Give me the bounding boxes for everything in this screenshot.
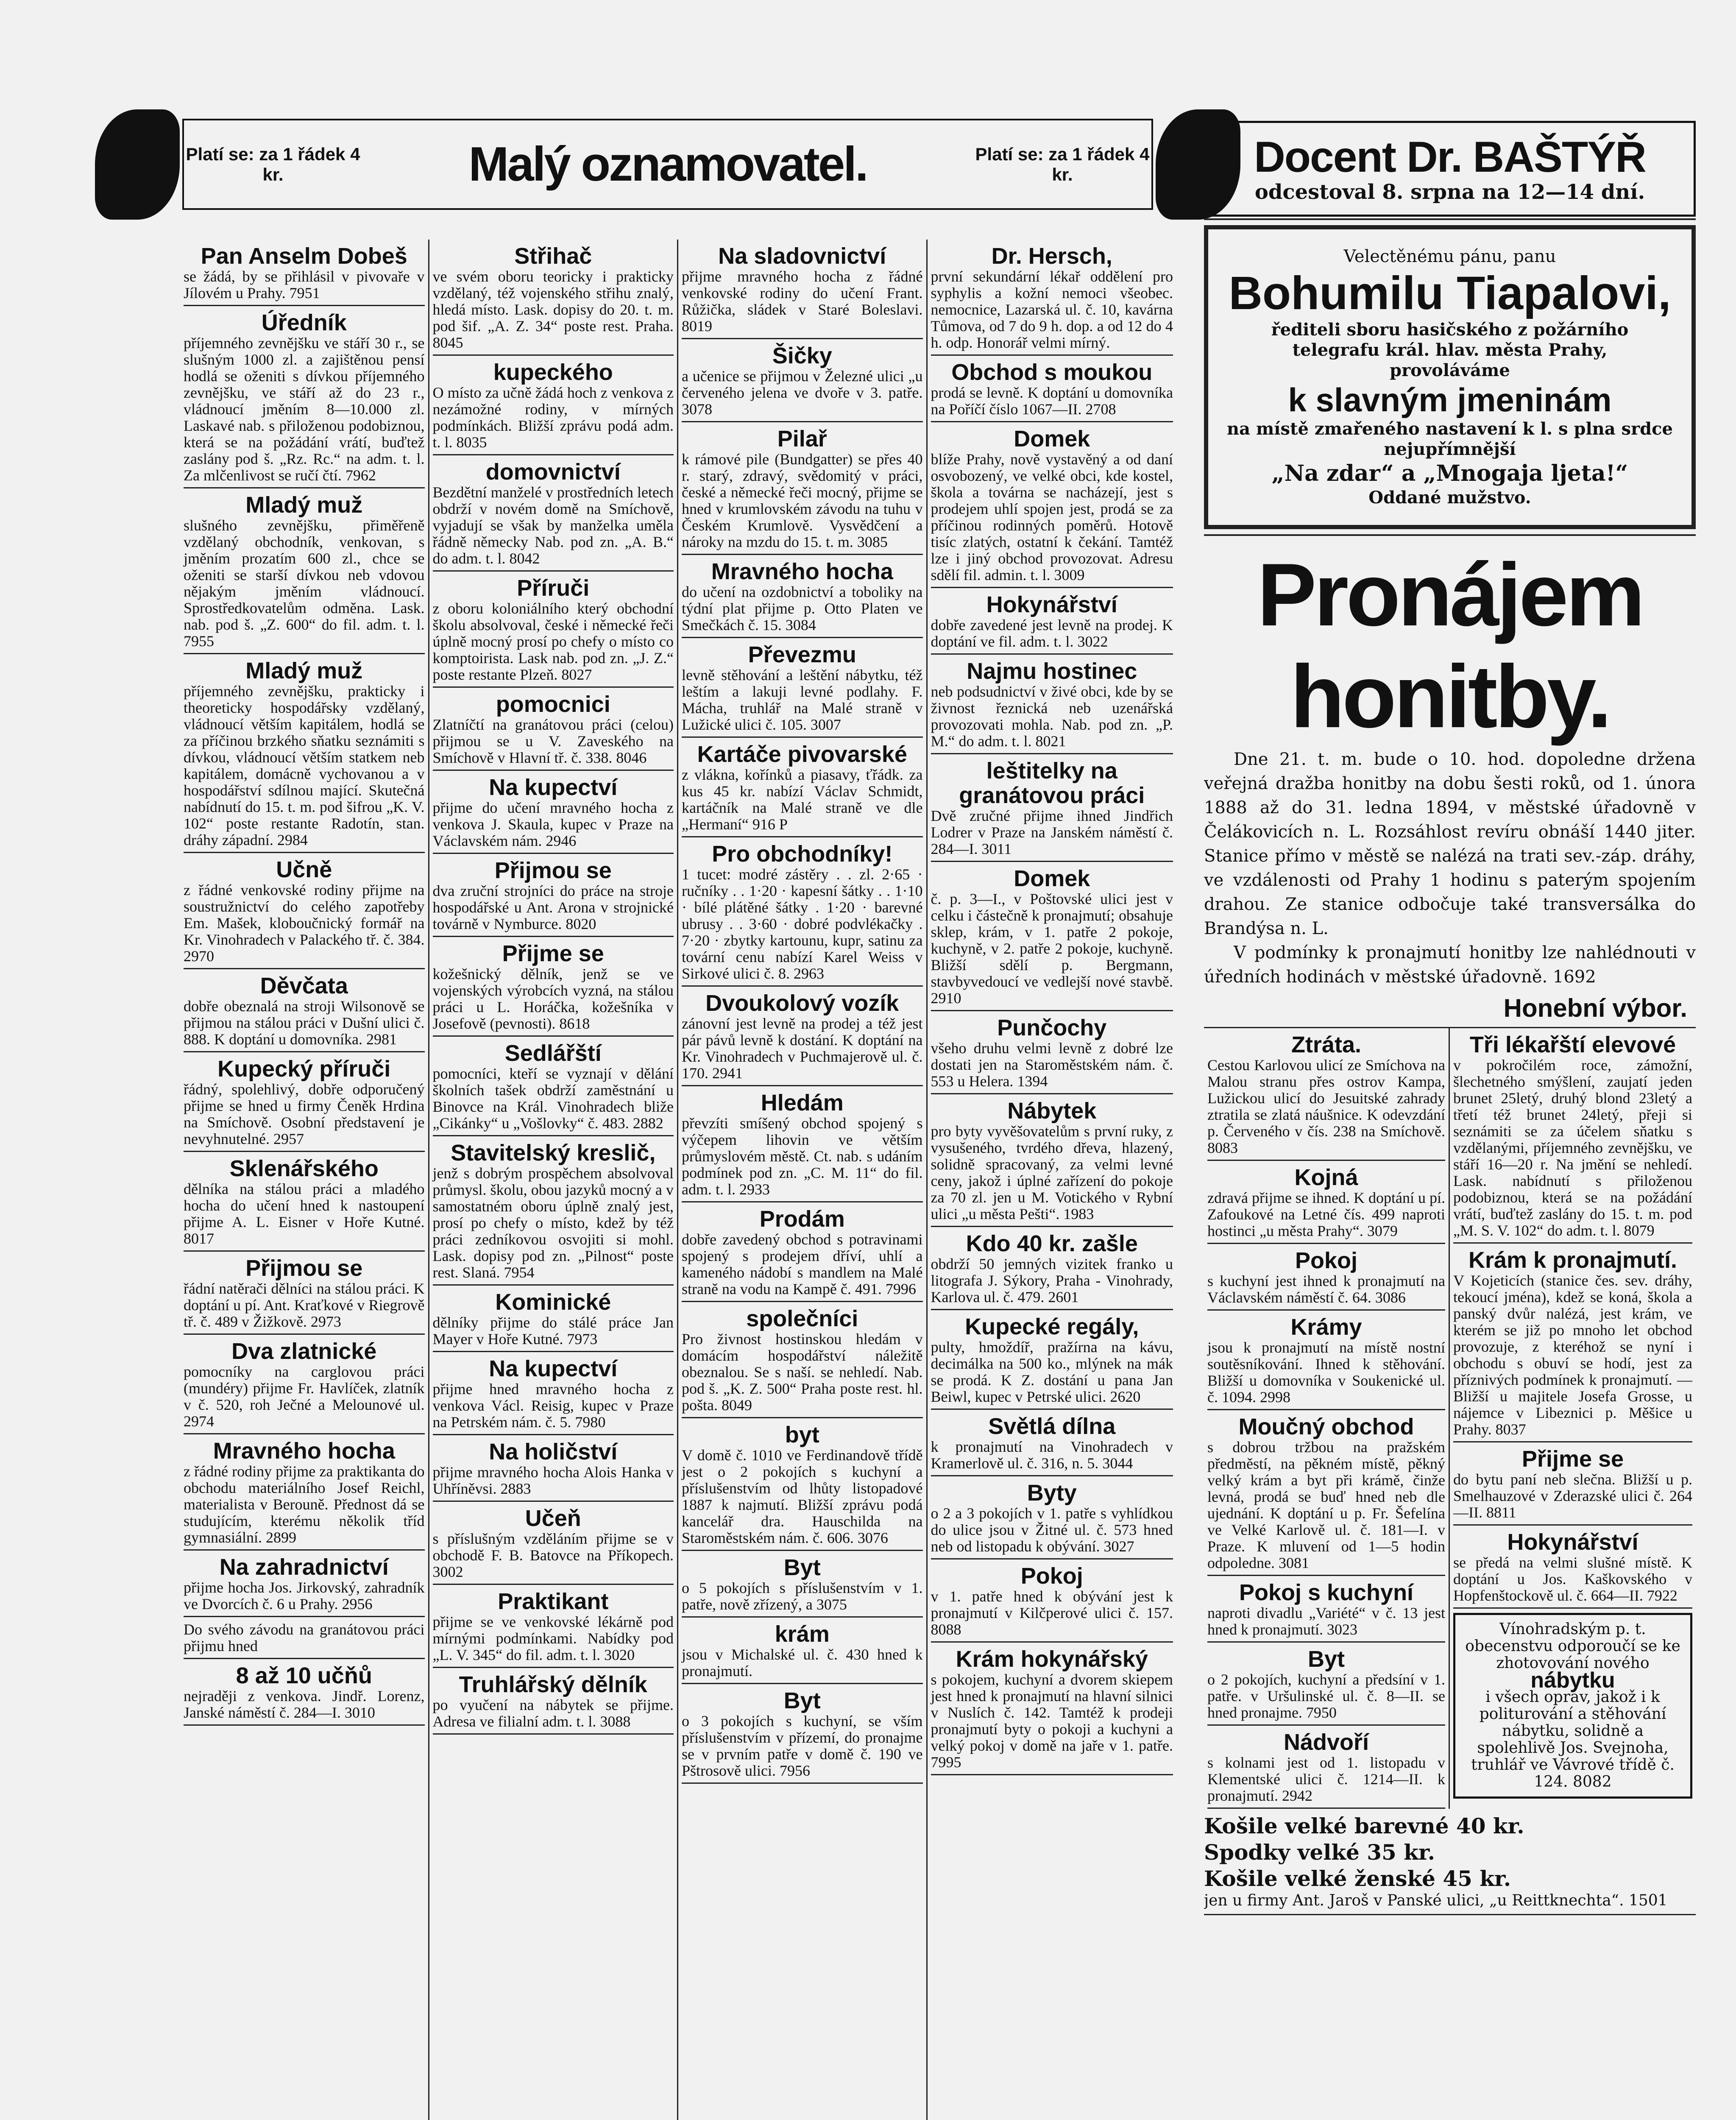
ad-text: o 3 pokojích s kuchyní, se vším příslušenstvím v přízemí, do pronajme se v prvním patře v domě č. 190 ve Pštrosově ulici. 7956 bbox=[682, 1713, 923, 1779]
ad-heading: Na zahradnictví bbox=[219, 1554, 389, 1580]
classified-ad bbox=[931, 1011, 1173, 1094]
ad-heading: Přijme se bbox=[1521, 1446, 1624, 1472]
congrats-line-5: na místě zmařeného nastavení k l. s plna srdce nejupřímnější bbox=[1227, 419, 1673, 459]
classified-ad bbox=[184, 1617, 425, 1659]
classified-ad bbox=[184, 969, 425, 1052]
classified-ad bbox=[1453, 1526, 1692, 1609]
ad-heading: Kupecký příruči bbox=[217, 1056, 391, 1082]
ad-heading: Na sladovnictví bbox=[718, 243, 886, 269]
ad-text: Do svého závodu na granátovou práci přijmu hned bbox=[184, 1621, 425, 1654]
classified-ad bbox=[931, 1310, 1173, 1410]
ad-heading: Světlá dílna bbox=[988, 1414, 1116, 1439]
ad-heading: 8 až 10 učňů bbox=[236, 1663, 372, 1688]
classified-ad bbox=[433, 455, 674, 572]
ad-text: příjemného zevnějšku ve stáří 30 r., se slušným 1000 zl. a zajištěnou pensí hodlá se oženiti s dívkou příjemného zevnějšku, ve stáří až do 23 r., vládnoucí jměním 8—10.000 zl. Laskavé nab. s přiloženou podobiznou, která se na požádání vrátí, buďtež zaslány pod š. „Rz. Rc.“ na adm. t. l. Za mlčenlivost se ručí čtí. 7962 bbox=[184, 335, 425, 484]
classified-ad bbox=[931, 1410, 1173, 1476]
classified-ad bbox=[433, 1352, 674, 1435]
classified-ad bbox=[184, 1252, 425, 1335]
ad-heading: byt bbox=[785, 1422, 819, 1448]
ad-text: ve svém oboru teoricky i prakticky vzdělaný, též vojenského střihu znalý, hledá místo. Lask. dopisy do 20. t. m. pod šif. „A. Z. 34“ poste rest. Praha. 8045 bbox=[432, 268, 674, 351]
ad-heading: Stavitelský kreslič, bbox=[451, 1140, 656, 1166]
ad-heading: Děvčata bbox=[260, 973, 348, 999]
ad-text: přijme mravného hocha z řádné venkovské rodiny do učení Frant. Růžička, sládek v Staré Boleslavi. 8019 bbox=[682, 268, 923, 335]
ad-text: všeho druhu velmi levně z dobré lze dostati jen na Staroměstském nám. č. 553 u Helera. 1394 bbox=[931, 1040, 1173, 1090]
classified-ad bbox=[184, 1659, 425, 1726]
ad-heading: Na kupectví bbox=[489, 775, 618, 800]
ad-text: jsou v Michalské ul. č. 430 hned k pronajmutí. bbox=[682, 1646, 923, 1679]
congrats-line-3: provoláváme bbox=[1390, 360, 1510, 380]
ad-heading: Domek bbox=[1014, 426, 1090, 452]
classified-ad bbox=[682, 1086, 923, 1202]
classified-ad bbox=[184, 1335, 425, 1434]
furniture-ad-box bbox=[1453, 1613, 1692, 1799]
classified-ad bbox=[1207, 1244, 1445, 1311]
ad-heading: Přijme se bbox=[502, 941, 604, 966]
right-ads-col-1 bbox=[1204, 1028, 1450, 1809]
ad-text: s dobrou tržbou na pražském předměstí, na pěkném místě, pěkný velký krám a byt při krámě, činže levná, prodá se buď hned neb dle ujednání. K doptání u p. Fr. Šefelína ve Velké Karlově ul. č. 181—I. v Praze. K mluvení od 1—5 hodin odpoledne. 3081 bbox=[1207, 1439, 1445, 1571]
ad-heading: Hokynářství bbox=[1507, 1529, 1638, 1555]
classified-ad bbox=[682, 339, 923, 422]
ad-text: V Kojeticích (stanice čes. sev. dráhy, tekoucí jména), kdež se koná, škola a panský dvůr nalézá, jest krám, ve kterém se již po mnoho let obchod provozuje, z kteréhož se nyní i obchodu s obuví se hodí, jest za příznivých podmínek k pronajmutí. — Bližší u majitele Josefa Grosse, u nájemce v Libeznici p. Měšice u Prahy. 8037 bbox=[1453, 1272, 1692, 1438]
congrats-line-2: řediteli sboru hasičského z požárního telegrafu král. hlav. města Prahy, bbox=[1271, 320, 1629, 360]
ad-text: levně stěhování a leštění nábytku, též leštím a lakuji levné podlahy. F. Mácha, truhlář na Malé straně v Lužické ulici č. 105. 3007 bbox=[682, 667, 923, 733]
ad-text: se žádá, by se přihlásil v pivovaře v Jílovém u Prahy. 7951 bbox=[184, 268, 425, 301]
classified-ad bbox=[184, 488, 425, 654]
classified-ad bbox=[184, 1551, 425, 1617]
ad-text: č. p. 3—I., v Poštovské ulici jest v celku i částečně k pronajmutí; obsahuje sklep, krám, v 1. patře 2 pokoje, kuchyně, v 2. patře 2 pokoje, kuchyně. Bližší sdělí p. Bergmann, stavbyvedoucí ve vedlejší nové stavbě. 2910 bbox=[931, 890, 1173, 1007]
ad-text: s kuchyní jest ihned k pronajmutí na Václavském náměstí č. 64. 3086 bbox=[1207, 1272, 1445, 1306]
ad-heading: Tři lékařští elevové bbox=[1469, 1032, 1676, 1057]
classified-ad bbox=[184, 1152, 425, 1252]
ad-heading: Dva zlatnické bbox=[231, 1339, 377, 1364]
ad-heading: pomocnici bbox=[496, 692, 610, 717]
right-price-note: Platí se: za 1 řádek 4 kr. bbox=[975, 144, 1150, 184]
furniture-ad-text-2: i všech oprav, jakož i k politurování a stěhování nábytku, solidně a spolehlivě Jos. Svejnoha, truhlář ve Vávrové třídě č. 124. 8082 bbox=[1471, 1688, 1675, 1791]
ad-text: z vlákna, kořínků a piasavy, ťřádk. za kus 45 kr. nabízí Václav Schmidt, kartáčník na Malé straně ve dle „Hermaní“ 916 P bbox=[682, 766, 923, 833]
classified-ad bbox=[1207, 1311, 1445, 1410]
ad-text: pulty, hmoždíř, pražírna na kávu, decimálka na 500 ko., mlýnek na mák se prodá. K Z. dostání u pana Jan Beiwl, kupec v Petrské ulici. 2620 bbox=[931, 1339, 1173, 1405]
classified-ad bbox=[682, 738, 923, 837]
hunt-signature: Honební výbor. bbox=[1503, 994, 1687, 1022]
ad-text: dobře obeznalá na stroji Wilsonově se přijmou na stálou práci v Dušní ulici č. 888. K doptání u domovníka. 2981 bbox=[184, 998, 425, 1048]
ad-heading: Ztráta. bbox=[1291, 1032, 1362, 1057]
ad-text: příjemného zevnějšku, prakticky i theoreticky hospodářsky vzdělaný, vládnoucí větším kapitálem, hodlá se za příčinou brzkého sňatku seznámiti s dívkou, vládnoucí větším statkem neb kapitálem, domácně vychovanou a v hospodářství sdílnou mající. Skutečná nabídnutí do 15. t. m. pod šifrou „K. V. 102“ poste restante Radotín, stan. dráhy západní. 2984 bbox=[184, 683, 425, 848]
ad-heading: Pro obchodníky! bbox=[712, 841, 893, 867]
ad-text: dobře zavedené jest levně na prodej. K doptání ve fil. adm. t. l. 3022 bbox=[931, 616, 1173, 650]
ad-heading: Na kupectví bbox=[489, 1356, 618, 1381]
ad-text: přijme mravného hocha Alois Hanka v Uhříněvsi. 2883 bbox=[432, 1464, 674, 1497]
ad-heading: Krámy bbox=[1290, 1314, 1362, 1340]
classified-ad bbox=[1207, 1028, 1445, 1161]
classified-ad bbox=[1207, 1643, 1445, 1726]
shirts-ad bbox=[1204, 1809, 1696, 1915]
ad-text: O místo za učně žádá hoch z venkova z nezámožné rodiny, v mírných podmínkách. Bližší zprávu podá adm. t. l. 8035 bbox=[432, 384, 674, 451]
ad-heading: Kupecké regály, bbox=[965, 1314, 1139, 1339]
ad-heading: Moučný obchod bbox=[1238, 1414, 1414, 1439]
classified-ad bbox=[931, 1227, 1173, 1310]
ad-heading: Na holičství bbox=[489, 1439, 618, 1464]
ad-text: zdravá přijme se ihned. K doptání u pí. Zafoukové na Letné čís. 499 naproti hostinci „u města Prahy“. 3079 bbox=[1207, 1189, 1445, 1239]
ad-heading: Přijmou se bbox=[245, 1255, 363, 1281]
masthead-banner bbox=[182, 119, 1153, 210]
ad-text: dva zruční strojníci do práce na stroje hospodářské u Ant. Arona v strojnické továrně v Nymburce. 8020 bbox=[432, 882, 674, 932]
docent-notice bbox=[1204, 121, 1696, 217]
classified-ad bbox=[433, 1286, 674, 1352]
classified-ad bbox=[931, 1559, 1173, 1643]
ad-text: zánovní jest levně na prodej a též jest pár pávů levně k dostání. K doptání na Kr. Vinohradech v Puchmajerově ul. č. 170. 2941 bbox=[682, 1015, 923, 1082]
ad-heading: Mladý muž bbox=[245, 492, 363, 518]
classified-ad bbox=[433, 572, 674, 688]
classified-ad bbox=[682, 1551, 923, 1618]
congrats-line-4: k slavným jmeninám bbox=[1288, 381, 1612, 418]
ad-text: přijme hocha Jos. Jirkovský, zahradník ve Dvorcích č. 6 u Prahy. 2956 bbox=[184, 1579, 425, 1612]
classified-ad bbox=[682, 987, 923, 1086]
classified-ad bbox=[433, 1585, 674, 1668]
classified-ad bbox=[184, 853, 425, 969]
ad-text: 1 tucet: modré zástěry . . zl. 2·65 · ručníky . . 1·20 · kapesní šátky . . 1·10 · bílé plátěné šátky . 1·20 · barevné ubrusy . . 3·60 · dobré podvlékačky . 7·20 · zbytky kartounu, kupr, satinu za tovární cenu nabízí Karel Weiss v Sirkové ulici č. 8. 2963 bbox=[682, 866, 923, 982]
ad-text: Pro živnost hostinskou hledám v domácím hospodářství náležitě obeznalou. Se s naší. se nehledí. Nab. pod š. „K. Z. 500“ Praha poste rest. hl. pošta. 8049 bbox=[682, 1331, 923, 1414]
docent-name: Docent Dr. BAŠTÝŘ bbox=[1254, 133, 1646, 181]
congrats-line-1: Velectěnému pánu, panu bbox=[1343, 247, 1556, 266]
ad-text: se předá na velmi slušné místě. K doptání u Jos. Kaškovského v Hopfenštockově ul. č. 664—II. 7922 bbox=[1453, 1554, 1692, 1604]
ad-text: nejraději z venkova. Jindř. Lorenz, Janské náměstí č. 284—I. 3010 bbox=[184, 1688, 425, 1721]
classified-ad bbox=[433, 771, 674, 854]
ad-heading: Kojná bbox=[1294, 1165, 1358, 1190]
ad-heading: domovnictví bbox=[485, 459, 621, 485]
classified-ad bbox=[682, 240, 923, 339]
ad-heading: Prodám bbox=[759, 1206, 845, 1232]
hunt-paragraph-1: Dne 21. t. m. bude o 10. hod. dopoledne držena veřejná dražba honitby na dobu šesti roků, od 1. února 1888 až do 31. ledna 1894, v městské úřadovně v Čelákovicích n. L. Rozsáhlost revíru obnáší 1440 jiter. Stanice přímo v městě se nalézá na trati sev.-záp. dráhy, ve vzdálenosti od Prahy 1 hodinu s paterým spojením drahou. Ze stanice odbočuje také transversálka do Brandýsa n. L. bbox=[1204, 750, 1696, 938]
ad-heading: Krám k pronajmutí. bbox=[1468, 1247, 1677, 1273]
ad-heading: Hledám bbox=[761, 1090, 844, 1116]
column-3 bbox=[678, 240, 928, 2120]
congrats-line-7: Oddané mužstvo. bbox=[1368, 488, 1531, 508]
classified-ad bbox=[931, 1643, 1173, 1775]
classified-ad bbox=[1207, 1726, 1445, 1809]
classified-ad bbox=[931, 356, 1173, 422]
ad-text: Dvě zručné přijme ihned Jindřich Lodrer v Praze na Janském náměstí č. 284—I. 3011 bbox=[931, 807, 1173, 857]
ad-text: a učenice se přijmou v Železné ulici „u červeného jelena ve dvoře v 3. patře. 3078 bbox=[682, 368, 923, 418]
classified-ad bbox=[1453, 1028, 1692, 1244]
classified-ad bbox=[433, 854, 674, 937]
column-1 bbox=[180, 240, 429, 2120]
ad-text: z řádné venkovské rodiny přijme na soustružnictví do celého zapotřeby Em. Mašek, kloboučnický formář na Kr. Vinohradech v Palackého tř. č. 384. 2970 bbox=[184, 881, 425, 965]
classified-ad bbox=[682, 638, 923, 738]
ad-text: slušného zevnějšku, přiměřeně vzdělaný obchodník, venkovan, s jměním prozatím 600 zl., chce se oženiti se starší dívkou neb vdovou nějakým jměním vládnoucí. Sprostředkovatelům odměna. Lask. nab. pod š. „Z. 600“ do fil. adm. t. l. 7955 bbox=[184, 517, 425, 650]
shirts-text: jen u firmy Ant. Jaroš v Panské ulici, „u Reittknechta“. 1501 bbox=[1204, 1892, 1668, 1909]
ad-text: pomocníci, kteří se vyznají v dělání školních tašek obdrží zaměstnání u Binovce na Král. Vinohradech bliže „Cikánky“ u „Vošlovky“ č. 483. 2882 bbox=[432, 1065, 674, 1132]
ad-text: o 5 pokojích s příslušenstvím v 1. patře, nově zřízený, a 3075 bbox=[682, 1579, 923, 1613]
classified-ad bbox=[682, 1684, 923, 1784]
congrats-name: Bohumilu Tiapalovi, bbox=[1229, 267, 1671, 319]
docent-note: odcestoval 8. srpna na 12—14 dní. bbox=[1254, 180, 1645, 204]
ad-heading: Byt bbox=[783, 1688, 821, 1713]
shirts-row-3: Košile velké ženské 45 kr. bbox=[1204, 1866, 1511, 1891]
ad-text: Cestou Karlovou ulicí ze Smíchova na Malou stranu přes ostrov Kampa, Lužickou ulicí do Jesuitské zahrady ztratila se zlatá náušnice. K odevzdání p. Červeného v čís. 238 na Smíchově. 8083 bbox=[1207, 1057, 1445, 1156]
ad-heading: Sklenářského bbox=[229, 1156, 379, 1181]
ad-heading: Byt bbox=[1307, 1646, 1345, 1672]
ad-heading: Kartáče pivovarské bbox=[697, 742, 907, 767]
ad-text: prodá se levně. K doptání u domovníka na Poříčí číslo 1067—II. 2708 bbox=[931, 384, 1173, 418]
congratulation-notice bbox=[1204, 225, 1696, 529]
right-column bbox=[1204, 121, 1696, 2120]
ad-text: po vyučení na nábytek se přijme. Adresa ve filialní adm. t. l. 3088 bbox=[432, 1696, 674, 1730]
ad-text: dělníky přijme do stálé práce Jan Mayer v Hoře Kutné. 7973 bbox=[432, 1314, 674, 1347]
section-title: Malý oznamovatel. bbox=[468, 137, 867, 191]
ad-heading: Obchod s moukou bbox=[951, 360, 1153, 385]
ad-text: neb podsudnictví v živé obci, kde by se živnost řeznická neb uzenářská provozovati mohla. Nab. pod zn. „P. M.“ do adm. t. l. 8021 bbox=[931, 683, 1173, 750]
ad-text: z řádné rodiny přijme za praktikanta do obchodu materiálního Josef Reichl, materialista v Berouně. Přednost dá se studujícím, kterému několik tříd gymnasiální. 2899 bbox=[184, 1463, 425, 1546]
furniture-ad-text-1: Vínohradským p. t. obecenstvu odporoučí se ke zhotovování nového bbox=[1465, 1621, 1680, 1672]
classified-ad bbox=[682, 1418, 923, 1551]
left-price-note: Platí se: za 1 řádek 4 kr. bbox=[186, 144, 360, 184]
ad-heading: Střihač bbox=[514, 243, 592, 269]
ad-text: do bytu paní neb slečna. Bližší u p. Smelhauzové v Zderazské ulici č. 264—II. 8811 bbox=[1453, 1471, 1692, 1521]
ad-text: s příslušným vzděláním přijme se v obchodě F. B. Batovce na Příkopech. 3002 bbox=[432, 1530, 674, 1580]
classified-ad bbox=[931, 655, 1173, 754]
classified-ad bbox=[184, 654, 425, 853]
ad-heading: Kdo 40 kr. zašle bbox=[966, 1231, 1138, 1256]
shirts-row-2: Spodky velké 35 kr. bbox=[1204, 1840, 1435, 1865]
ad-heading: Učeň bbox=[525, 1506, 581, 1531]
ad-text: z oboru koloniálního který obchodní školu absolvoval, české i německé řeči úplně mocný prosí po chefy o místo co komptoirista. Lask nab. pod zn. „J. Z.“ poste restante Plzeň. 8027 bbox=[432, 600, 674, 683]
ad-text: dělníka na stálou práci a mladého hocha do učení hned k nastoupení přijme A. L. Eisner v Hoře Kutné. 8017 bbox=[184, 1180, 425, 1247]
ad-text: k pronajmutí na Vinohradech v Kramerlově ul. č. 316, n. 5. 3044 bbox=[931, 1438, 1173, 1472]
classified-ad bbox=[931, 1094, 1173, 1227]
ad-text: přijme hned mravného hocha z venkova Václ. Reisig, kupec v Praze na Petrském nám. č. 5. 7980 bbox=[432, 1381, 674, 1431]
ad-text: dobře zavedený obchod s potravinami spojený s prodejem dříví, uhlí a kameného nádobí s mandlem na Malé straně na vodu na Kampě č. 491. 7996 bbox=[682, 1231, 923, 1297]
ad-text: řádný, spolehlivý, dobře odporučený přijme se hned u firmy Čeněk Hrdina na Smíchově. Osobní představení je nevyhnutelné. 2957 bbox=[184, 1081, 425, 1147]
classified-ad bbox=[184, 1434, 425, 1551]
shirts-row-1: Košile velké barevné 40 kr. bbox=[1204, 1813, 1524, 1838]
ad-text: první sekundární lékař oddělení pro syphylis a kožní nemoci všeobec. nemocnice, Lazarská ul. č. 10, kavárna Tůmova, od 7 do 9 h. dop. a od 12 do 4 h. odp. Honorář velmi mírný. bbox=[931, 268, 1173, 351]
ad-heading: společníci bbox=[746, 1306, 858, 1331]
classified-ad bbox=[433, 356, 674, 455]
classified-ad bbox=[1453, 1442, 1692, 1526]
ad-heading: Šičky bbox=[772, 343, 832, 368]
ad-text: pomocníky na carglovou práci (mundéry) přijme Fr. Havlíček, zlatník v č. 520, roh Ječné a Melounové ul. 2974 bbox=[184, 1363, 425, 1430]
ad-text: pro byty vyvěšovatelům s první ruky, z vysušeného, tvrdého dřeva, hlazený, solidně spracovaný, za velmi levné ceny, jakož i úplné zařízení do pokoje za 70 zl. jen u M. Votického v Rybní ulici „u města Pešti“. 1983 bbox=[931, 1123, 1173, 1222]
ad-text: s kolnami jest od 1. listopadu v Klementské ulici č. 1214—II. k pronajmutí. 2942 bbox=[1207, 1754, 1445, 1804]
congrats-line-6: „Na zdar“ a „Mnogaja ljeta!“ bbox=[1271, 460, 1628, 486]
ad-heading: Dr. Hersch, bbox=[991, 243, 1112, 269]
ad-heading: Krám hokynářský bbox=[956, 1646, 1148, 1672]
classified-ad bbox=[433, 1502, 674, 1585]
ad-heading: Pan Anselm Dobeš bbox=[201, 243, 407, 269]
classified-ad bbox=[184, 1052, 425, 1152]
ad-heading: Punčochy bbox=[997, 1015, 1107, 1040]
ad-heading: Nádvoří bbox=[1283, 1729, 1369, 1755]
classified-ad bbox=[682, 555, 923, 638]
ad-heading: Sedlářští bbox=[504, 1040, 602, 1066]
ad-heading: Byty bbox=[1027, 1480, 1077, 1506]
right-ads-col-2 bbox=[1450, 1028, 1696, 1809]
column-2 bbox=[429, 240, 679, 2120]
classified-ad bbox=[433, 1435, 674, 1502]
classified-ad bbox=[1207, 1161, 1445, 1244]
ad-text: do učení na ozdobnictví a toboliky na týdní plat přijme p. Otto Platen ve Smečkách č. 15. 3084 bbox=[682, 583, 923, 633]
ad-text: přijme do učení mravného hocha z venkova J. Skaula, kupec v Praze na Václavském nám. 2946 bbox=[432, 799, 674, 849]
classified-ad bbox=[433, 1136, 674, 1286]
classified-ad bbox=[682, 837, 923, 987]
ad-heading: Mravného hocha bbox=[213, 1438, 395, 1464]
classified-ad bbox=[1453, 1244, 1692, 1442]
ad-heading: Mladý muž bbox=[245, 658, 363, 683]
classified-ad bbox=[682, 422, 923, 555]
ad-text: kožešnický dělník, jenž se ve vojenských výrobcích vyzná, na stálou práci u L. Horáčka, kožešníka v Josefově (pevnosti). 8618 bbox=[432, 965, 674, 1032]
ad-text: naproti divadlu „Variété“ v č. 13 jest hned k pronajmutí. 3023 bbox=[1207, 1604, 1445, 1638]
ad-heading: Kominické bbox=[495, 1289, 611, 1315]
ad-heading: Mravného hocha bbox=[711, 559, 893, 584]
ad-text: o 2 pokojích, kuchyní a předsíní v 1. patře. v Uršulinské ul. č. 8—II. se hned pronajme. 7950 bbox=[1207, 1671, 1445, 1721]
ad-text: k rámové pile (Bundgatter) se přes 40 r. starý, zdravý, svědomitý v práci, české a německé řeči mocný, přijme se hned v krumlovském závodu na tuhu v Českém Krumlově. Vysvědčení a nároky na mzdu do 15. t. m. 3085 bbox=[682, 451, 923, 550]
classified-ad bbox=[184, 240, 425, 306]
classified-ad bbox=[1207, 1576, 1445, 1643]
classified-ad bbox=[931, 240, 1173, 356]
classified-ad bbox=[184, 306, 425, 488]
right-ads-grid bbox=[1204, 1027, 1696, 1809]
ad-heading: Truhlářský dělník bbox=[459, 1672, 647, 1697]
ad-text: v pokročilém roce, zámožní, šlechetného smýšlení, zaujatí jeden brunet 25letý, druhý blond 23letý a třetí též brunet 24letý, přeji si seznámiti se za účelem sňatku s vzdělanými, příjemného zevnějšku, ve stáří 16—20 r. Na jmění se nehledí. Lask. nabídnutí s přiloženou podobiznou, která se na požádání vrátí, buďtež zaslány do 15. t. m. pod „M. S. V. 102“ do adm. t. l. 8079 bbox=[1453, 1057, 1692, 1239]
ad-heading: Najmu hostinec bbox=[967, 658, 1137, 684]
classified-ad bbox=[433, 240, 674, 356]
ad-heading: krám bbox=[775, 1621, 830, 1647]
ad-text: v 1. patře hned k obývání jest k pronajmutí v Kilčperové ulici č. 157. 8088 bbox=[931, 1588, 1173, 1638]
classified-ad bbox=[433, 688, 674, 771]
ad-heading: Hokynářství bbox=[986, 592, 1117, 617]
ad-text: obdrží 50 jemných vizitek franko u litografa J. Sýkory, Praha - Vinohrady, Karlova ul. č. 479. 2601 bbox=[931, 1255, 1173, 1305]
ad-text: jenž s dobrým prospěchem absolvoval průmysl. školu, obou jazyků mocný a v samostatném oboru úplně znalý jest, prosí po chefy o místo, kdež by též práci zedníkovou osvojiti si mohl. Lask. dopisy pod zn. „Pilnost“ poste rest. Slaná. 7954 bbox=[432, 1165, 674, 1281]
ad-heading: Přijmou se bbox=[494, 858, 612, 883]
ad-heading: leštitelky na granátovou práci bbox=[959, 758, 1145, 808]
column-4 bbox=[928, 240, 1177, 2120]
hunt-title: Pronájem honitby. bbox=[1257, 545, 1643, 746]
classified-ad bbox=[433, 1037, 674, 1136]
ad-heading: Úředník bbox=[261, 310, 347, 335]
ad-text: přijme se ve venkovské lékárně pod mírnými podmínkami. Nabídky pod „L. V. 345“ do fil. adm. t. l. 3020 bbox=[432, 1613, 674, 1663]
ad-text: blíže Prahy, nově vystavěný a od daní osvobozený, ve velké obci, kde kostel, škola a továrna se nacházejí, jest s prodejem uhlí spojen jest, prodá se za příčinou rodinných poměrů. Hotově tisíc zlatých, ostatní k čekání. Tamtéž lze i jiný obchod provozovat. Adresu sdělí fil. admin. t. l. 3009 bbox=[931, 451, 1173, 583]
ad-heading: Pilař bbox=[777, 426, 827, 452]
ad-heading: Pokoj bbox=[1020, 1563, 1083, 1589]
classified-ad bbox=[433, 937, 674, 1037]
ad-text: jsou k pronajmutí na místě nostní soutěsníkování. Ihned k stěhování. Bližší u domovníka v Soukenické ul. č. 1094. 2998 bbox=[1207, 1339, 1445, 1406]
ad-text: převzíti smíšený obchod spojený s výčepem lihovin ve větším průmyslovém městě. Ct. nab. s udáním podmínek pod zn. „C. M. 11“ do fil. adm. t. l. 2933 bbox=[682, 1115, 923, 1198]
classified-ad bbox=[433, 1668, 674, 1735]
ad-text: o 2 a 3 pokojích v 1. patře s vyhlídkou do ulice jsou v Žitné ul. č. 573 hned neb od listopadu k obývání. 3027 bbox=[931, 1505, 1173, 1555]
furniture-ad-heading: nábytku bbox=[1530, 1668, 1615, 1693]
ad-heading: Pokoj s kuchyní bbox=[1239, 1580, 1414, 1605]
ad-text: s pokojem, kuchyní a dvorem skiepem jest hned k pronajmutí na hlavní silnici v Nuslích č. 142. Tamtéž k prodeji pronajmutí byty o pokoji a kuchyni a velký pokoj v domě na jaře v 1. patře. 7995 bbox=[931, 1671, 1173, 1771]
classified-ad bbox=[1207, 1410, 1445, 1576]
classified-columns bbox=[180, 240, 1176, 2120]
classified-ad bbox=[931, 1476, 1173, 1559]
ad-heading: Převezmu bbox=[748, 642, 856, 667]
ad-text: Zlatníčtí na granátovou práci (celou) přijmou se u V. Zaveského na Smíchově v Hlavní tř. č. 338. 8046 bbox=[432, 716, 674, 766]
ad-heading: Praktikant bbox=[498, 1589, 609, 1614]
ad-heading: Učně bbox=[276, 857, 332, 882]
hunt-paragraph-2: V podmínky k pronajmutí honitby lze nahlédnouti v úředních hodinách v městské úřadovně. 1692 bbox=[1204, 943, 1696, 987]
classified-ad bbox=[931, 588, 1173, 655]
classified-ad bbox=[682, 1618, 923, 1684]
classified-ad bbox=[682, 1302, 923, 1418]
ad-text: V domě č. 1010 ve Ferdinandově třídě jest o 2 pokojích s kuchyní a příslušenstvím od lhůty listopadové 1887 k najmutí. Bližší zprávu podá kancelář dra. Hauschilda na Staroměstském nám. č. 606. 3076 bbox=[682, 1447, 923, 1546]
ad-text: řádní natěrači dělníci na stálou práci. K doptání u pí. Ant. Kraťkové v Riegrově tř. č. 489 v Žižkově. 2973 bbox=[184, 1280, 425, 1330]
ad-heading: Příruči bbox=[517, 575, 590, 601]
ad-heading: Domek bbox=[1014, 866, 1090, 891]
ad-heading: Dvoukolový vozík bbox=[705, 990, 899, 1016]
classified-ad bbox=[931, 422, 1173, 588]
ad-heading: kupeckého bbox=[493, 360, 613, 385]
ad-heading: Pokoj bbox=[1295, 1248, 1358, 1273]
classified-ad bbox=[931, 754, 1173, 862]
ad-heading: Nábytek bbox=[1007, 1098, 1097, 1124]
classified-ad bbox=[931, 862, 1173, 1011]
ad-heading: Byt bbox=[783, 1555, 821, 1580]
ad-text: Bezdětní manželé v prostředních letech obdrží v novém domě na Smíchově, vyjadují se však by manželka uměla řádně německy Nab. pod zn. „A. B.“ do adm. t. l. 8042 bbox=[432, 484, 674, 567]
classified-ad bbox=[682, 1202, 923, 1302]
